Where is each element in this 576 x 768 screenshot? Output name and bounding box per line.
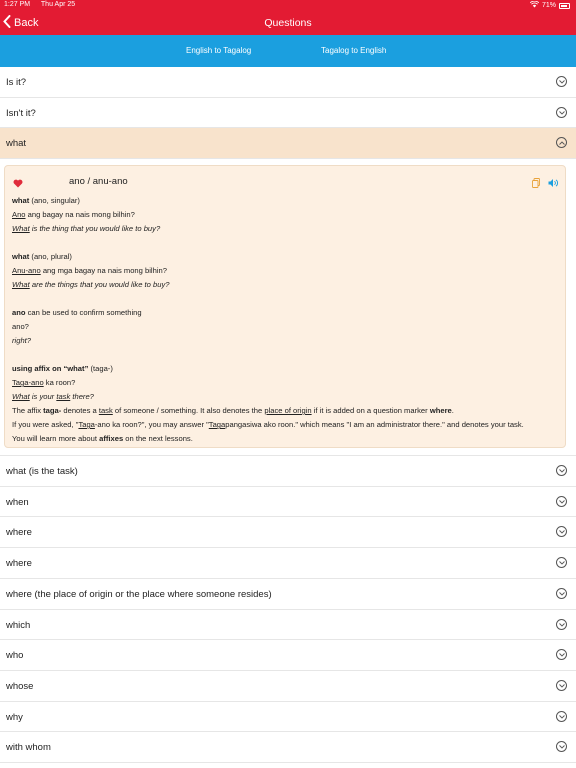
list-item[interactable] — [0, 671, 576, 702]
list-item-label: what — [6, 138, 27, 150]
section-title: what (ano, plural) — [12, 252, 72, 262]
list-item[interactable] — [0, 579, 576, 610]
chevron-down-icon — [556, 526, 567, 537]
list-item[interactable] — [0, 487, 576, 518]
list-item[interactable] — [0, 456, 576, 487]
list-item[interactable] — [0, 67, 576, 98]
heart-icon[interactable] — [13, 175, 23, 193]
section-title: what (ano, singular) — [12, 196, 80, 206]
list-item[interactable] — [0, 517, 576, 548]
page-title: Questions — [264, 17, 312, 29]
list-item[interactable] — [0, 610, 576, 641]
example-sentence: ano? — [12, 322, 29, 332]
list-item-label: whose — [6, 680, 34, 692]
status-date: Thu Apr 25 — [40, 1, 76, 8]
word-card — [4, 165, 566, 448]
section-title: using affix on “what” (taga-) — [12, 364, 113, 374]
word-explanation — [12, 194, 561, 446]
translation: What is your task there? — [12, 392, 94, 402]
example-sentence: Taga-ano ka roon? — [12, 378, 76, 388]
list-item-label: when — [6, 496, 29, 508]
list-item[interactable] — [0, 732, 576, 763]
chevron-down-icon — [556, 680, 567, 691]
section-title: ano can be used to confirm something — [12, 308, 142, 318]
question-list-rest — [0, 456, 576, 763]
list-item-label: why — [6, 711, 23, 723]
battery-icon — [559, 3, 570, 9]
speaker-icon[interactable] — [548, 175, 559, 193]
status-bar — [0, 0, 576, 12]
list-item-label: Isn't it? — [6, 107, 36, 119]
list-item-label: where — [6, 558, 32, 570]
example-sentence: Ano ang bagay na nais mong bilhin? — [12, 210, 135, 220]
list-item-label: what (is the task) — [6, 466, 78, 478]
chevron-down-icon — [556, 619, 567, 630]
list-item-label: where (the place of origin or the place where someone resides) — [6, 588, 272, 600]
wifi-icon — [530, 1, 539, 10]
status-time: 1:27 PM — [4, 1, 31, 8]
copy-icon[interactable] — [532, 175, 540, 193]
chevron-down-icon — [556, 107, 567, 118]
note: The affix taga- denotes a task of someone / something. It also denotes the place of origin if it is added on a question marker where. — [12, 406, 454, 416]
chevron-down-icon — [556, 649, 567, 660]
list-item-label: Is it? — [6, 77, 27, 88]
chevron-down-icon — [556, 465, 567, 476]
detail-panel — [0, 159, 576, 456]
note: If you were asked, "Taga-ano ka roon?", you may answer "Tagapangasiwa ako roon." which means "I am an administrator there." and denotes your task. — [12, 420, 524, 430]
chevron-down-icon — [556, 711, 567, 722]
chevron-down-icon — [556, 588, 567, 599]
list-item[interactable] — [0, 548, 576, 579]
back-label: Back — [14, 17, 39, 29]
battery-percent: 71% — [541, 2, 556, 9]
chevron-down-icon — [556, 496, 567, 507]
translation: What is the thing that you would like to buy? — [12, 224, 161, 234]
list-item[interactable] — [0, 640, 576, 671]
chevron-up-icon — [556, 137, 567, 148]
chevron-down-icon — [556, 557, 567, 568]
list-item-expanded[interactable] — [0, 128, 576, 159]
tagalog-word: ano / anu-ano — [69, 176, 128, 188]
tab-tagalog-to-english[interactable]: Tagalog to English — [321, 46, 387, 55]
list-item[interactable] — [0, 702, 576, 733]
translation: What are the things that you would like to buy? — [12, 280, 170, 290]
list-item[interactable] — [0, 98, 576, 129]
list-item-label: who — [6, 650, 24, 662]
note: You will learn more about affixes on the next lessons. — [12, 434, 193, 444]
translation: right? — [12, 336, 31, 346]
question-list — [0, 67, 576, 763]
direction-tabs — [0, 35, 576, 67]
list-item-label: which — [6, 619, 31, 631]
tab-english-to-tagalog[interactable]: English to Tagalog — [186, 46, 252, 55]
list-item-label: with whom — [6, 742, 51, 754]
chevron-down-icon — [556, 76, 567, 87]
nav-bar — [0, 12, 576, 35]
list-item-label: where — [6, 527, 32, 539]
chevron-down-icon — [556, 741, 567, 752]
example-sentence: Anu-ano ang mga bagay na nais mong bilhin? — [12, 266, 167, 276]
